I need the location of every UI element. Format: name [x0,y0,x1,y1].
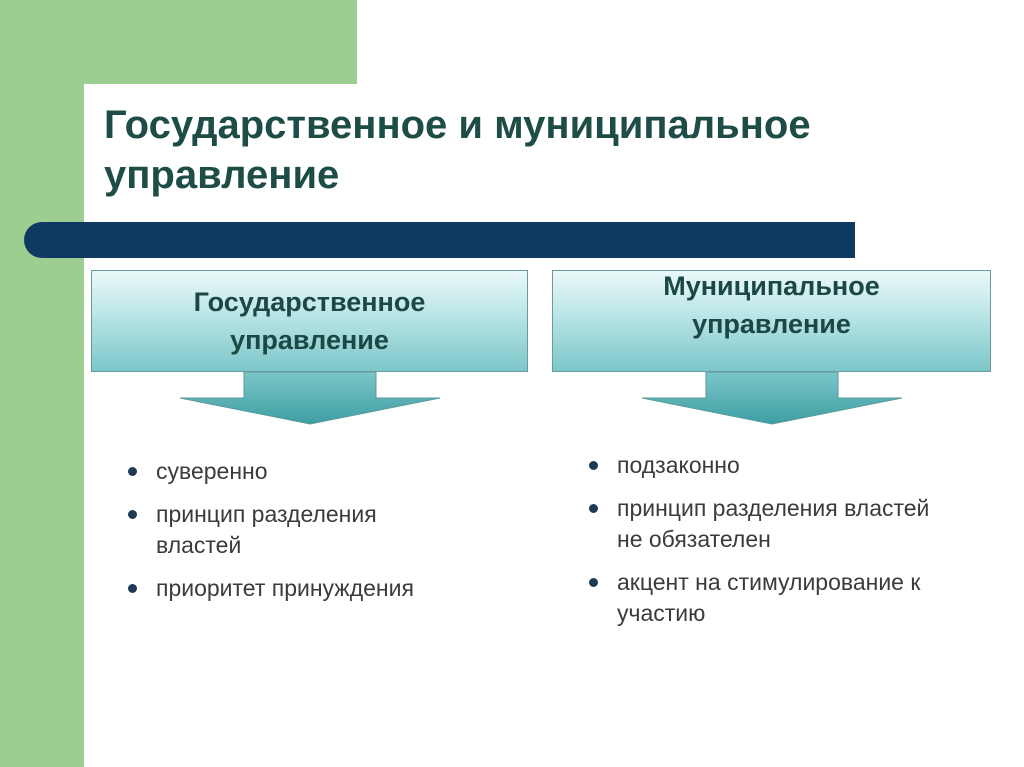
bullet-icon [589,461,598,470]
bullet-icon [128,510,137,519]
decor-green-sidebar [0,0,84,767]
municipal-features-list [589,450,1009,641]
bullet-icon [128,467,137,476]
municipal-management-heading: Муниципальное управление [663,271,880,339]
slide-title: Государственное и муниципальное управление [104,103,811,197]
state-features-list [128,456,528,616]
municipal-management-box [552,270,991,372]
list-item: суверенно [128,456,528,487]
bullet-icon [128,584,137,593]
state-down-arrow-icon [178,372,442,426]
list-item: принцип разделения властей не обязателен [589,493,1009,555]
list-item: акцент на стимулирование к участию [589,567,1009,629]
title-underline-bar [24,222,855,258]
state-management-box [91,270,528,372]
bullet-icon [589,504,598,513]
list-item: подзаконно [589,450,1009,481]
list-item: принцип разделения властей [128,499,528,561]
list-item: приоритет принуждения [128,573,528,604]
state-management-heading: Государственное управление [193,287,426,355]
decor-green-top [0,0,357,84]
municipal-down-arrow-icon [640,372,904,426]
bullet-icon [589,578,598,587]
